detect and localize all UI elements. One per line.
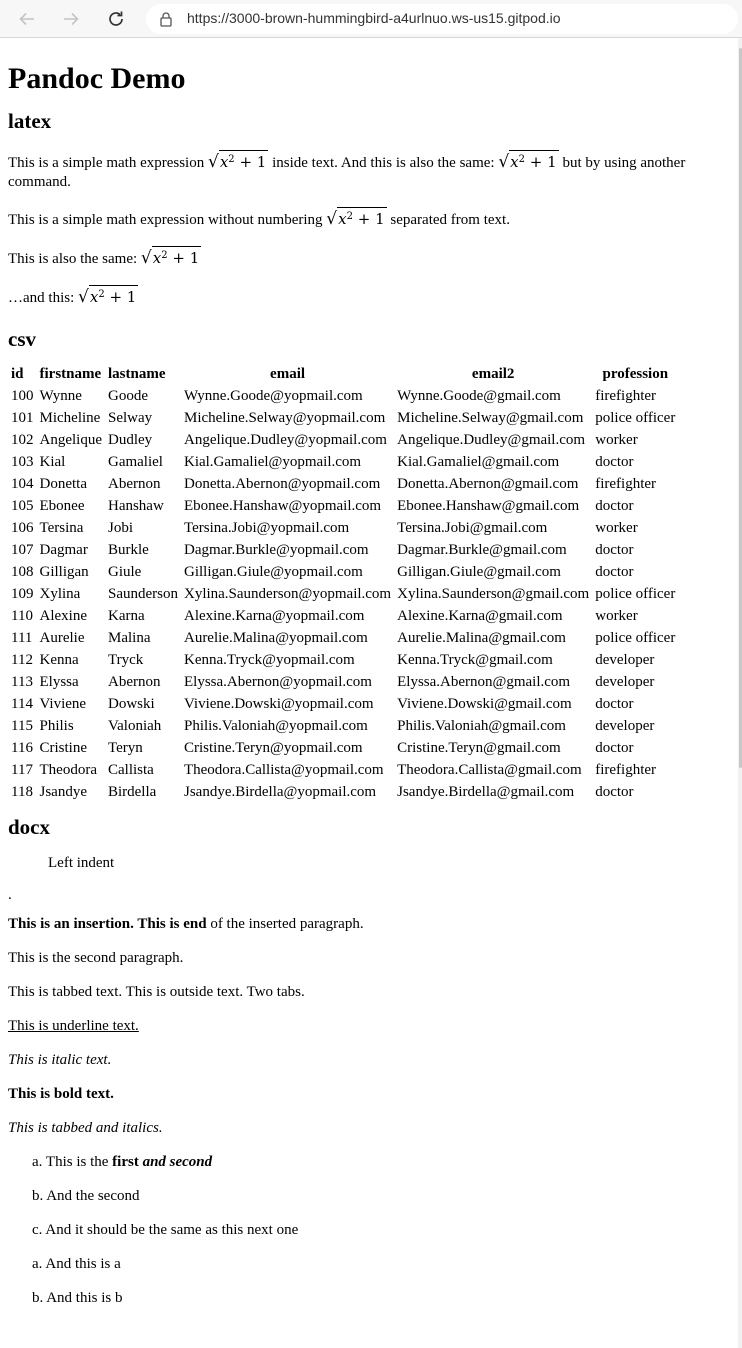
table-cell-profession: doctor xyxy=(595,542,634,558)
table-cell-firstname: Aurelie xyxy=(39,630,85,646)
table-cell-email2: Donetta.Abernon@gmail.com xyxy=(397,476,579,492)
table-cell-firstname: Jsandye xyxy=(39,784,87,800)
table-cell-email: Theodora.Callista@yopmail.com xyxy=(183,762,384,778)
latex-paragraph-1 xyxy=(8,150,736,192)
table-cell-email: Elyssa.Abernon@yopmail.com xyxy=(183,674,372,690)
math-exponent: 2 xyxy=(98,289,105,300)
table-cell-profession: firefighter xyxy=(595,762,657,778)
forward-button[interactable] xyxy=(58,6,84,32)
table-cell-email2: Micheline.Selway@gmail.com xyxy=(397,410,584,426)
math-exponent: 2 xyxy=(346,211,353,222)
text: separated from text. xyxy=(390,212,510,228)
table-cell-profession: police officer xyxy=(595,586,676,602)
left-indent-paragraph: Left indent xyxy=(48,855,115,871)
table-cell-firstname: Philis xyxy=(39,718,74,734)
math-exponent: 2 xyxy=(161,250,168,261)
bold-text: This is an insertion xyxy=(8,916,131,932)
list-marker: c. xyxy=(32,1222,43,1238)
tabbed-italics-paragraph xyxy=(8,1119,736,1138)
table-cell-email: Kial.Gamaliel@yopmail.com xyxy=(183,454,362,470)
url-text: https://3000-brown-hummingbird-a4urlnuo.ws-us15.gitpod.io xyxy=(187,10,561,26)
list-marker: a. xyxy=(32,1256,43,1272)
math-exponent: 2 xyxy=(518,154,526,165)
table-cell-lastname: Hanshaw xyxy=(107,498,164,514)
table-cell-id: 102 xyxy=(11,432,34,448)
table-cell-email: Kenna.Tryck@yopmail.com xyxy=(183,652,355,668)
table-row xyxy=(8,451,678,473)
bold-text: This is end xyxy=(137,916,207,932)
table-row xyxy=(8,561,678,583)
latex-paragraph-4 xyxy=(8,285,736,308)
table-cell-id: 114 xyxy=(11,696,33,712)
table-cell-email2: Gilligan.Giule@gmail.com xyxy=(397,564,561,580)
table-row xyxy=(8,385,678,407)
text: This is a simple math expression xyxy=(8,155,205,171)
table-cell-firstname: Theodora xyxy=(39,762,97,778)
table-cell-lastname: Abernon xyxy=(107,476,161,492)
table-cell-lastname: Gamaliel xyxy=(107,454,163,470)
table-cell-email2: Wynne.Goode@gmail.com xyxy=(397,388,561,404)
text: This is the xyxy=(45,1154,113,1170)
table-cell-email2: Alexine.Karna@gmail.com xyxy=(397,608,563,624)
table-cell-lastname: Valoniah xyxy=(107,718,162,734)
table-cell-email2: Cristine.Teryn@gmail.com xyxy=(397,740,561,756)
table-cell-firstname: Kial xyxy=(39,454,66,470)
table-cell-profession: doctor xyxy=(595,454,634,470)
section-heading-docx: docx xyxy=(8,815,50,839)
table-row xyxy=(8,473,678,495)
column-header: profession xyxy=(602,366,669,382)
table-cell-email2: Aurelie.Malina@gmail.com xyxy=(397,630,566,646)
latex-paragraph-2 xyxy=(8,207,736,230)
list-marker: b. xyxy=(32,1188,44,1204)
table-cell-lastname: Selway xyxy=(107,410,153,426)
table-cell-email: Wynne.Goode@yopmail.com xyxy=(183,388,363,404)
table-cell-email2: Kenna.Tryck@gmail.com xyxy=(397,652,553,668)
table-cell-profession: doctor xyxy=(595,784,634,800)
math-rest: + 1 xyxy=(529,153,557,171)
table-header-row xyxy=(8,363,678,385)
list-item xyxy=(32,1289,736,1308)
table-cell-email2: Theodora.Callista@gmail.com xyxy=(397,762,582,778)
text: …and this: xyxy=(8,290,75,306)
table-row xyxy=(8,539,678,561)
table-cell-lastname: Teryn xyxy=(107,740,143,756)
table-cell-firstname: Alexine xyxy=(39,608,87,624)
insertion-paragraph xyxy=(8,915,736,934)
table-cell-email2: Kial.Gamaliel@gmail.com xyxy=(397,454,560,470)
text: And this is a xyxy=(45,1256,121,1272)
table-cell-email: Philis.Valoniah@yopmail.com xyxy=(183,718,368,734)
table-row xyxy=(8,649,678,671)
table-cell-id: 106 xyxy=(11,520,34,536)
table-cell-id: 100 xyxy=(11,388,34,404)
table-cell-email2: Elyssa.Abernon@gmail.com xyxy=(397,674,571,690)
table-cell-email: Jsandye.Birdella@yopmail.com xyxy=(183,784,377,800)
math-base: x xyxy=(510,153,519,171)
table-cell-lastname: Karna xyxy=(107,608,145,624)
table-cell-firstname: Angelique xyxy=(39,432,102,448)
table-cell-email2: Viviene.Dowski@gmail.com xyxy=(397,696,572,712)
math-base: x xyxy=(152,249,162,267)
math-expression: $√x^2 + 1$ xyxy=(78,287,137,307)
list-item xyxy=(32,1221,736,1240)
table-row xyxy=(8,715,678,737)
table-cell-profession: worker xyxy=(595,432,638,448)
table-cell-lastname: Jobi xyxy=(107,520,133,536)
table-cell-id: 116 xyxy=(11,740,33,756)
table-cell-id: 111 xyxy=(11,630,33,646)
table-cell-id: 115 xyxy=(11,718,33,734)
table-cell-email2: Philis.Valoniah@gmail.com xyxy=(397,718,566,734)
table-cell-profession: doctor xyxy=(595,740,634,756)
math-rest: + 1 xyxy=(172,249,200,267)
math-rest: + 1 xyxy=(109,288,137,306)
table-cell-firstname: Micheline xyxy=(39,410,101,426)
table-cell-id: 110 xyxy=(11,608,33,624)
table-cell-lastname: Burkle xyxy=(107,542,149,558)
page-title: Pandoc Demo xyxy=(8,62,186,95)
table-cell-id: 113 xyxy=(11,674,33,690)
table-cell-firstname: Dagmar xyxy=(39,542,88,558)
bold-italic-text: and second xyxy=(142,1154,213,1170)
second-paragraph: This is the second paragraph. xyxy=(8,950,184,966)
table-cell-firstname: Viviene xyxy=(39,696,87,712)
table-cell-email: Viviene.Dowski@yopmail.com xyxy=(183,696,374,712)
list-marker: b. xyxy=(32,1290,44,1306)
bold-text: This is bold text. xyxy=(8,1086,114,1102)
reload-icon xyxy=(107,10,125,28)
text: inside text. And this is also the same: xyxy=(272,155,495,171)
csv-table xyxy=(8,363,678,803)
table-row xyxy=(8,671,678,693)
address-bar[interactable] xyxy=(146,4,738,34)
text: And this is b xyxy=(46,1290,123,1306)
column-header: email2 xyxy=(471,366,515,382)
table-cell-email2: Xylina.Saunderson@gmail.com xyxy=(397,586,590,602)
text: And it should be the same as this next one xyxy=(45,1222,299,1238)
table-cell-id: 103 xyxy=(11,454,34,470)
table-row xyxy=(8,781,678,803)
table-cell-id: 117 xyxy=(11,762,33,778)
section-heading-csv: csv xyxy=(8,327,36,351)
table-cell-profession: police officer xyxy=(595,410,676,426)
table-cell-profession: police officer xyxy=(595,630,676,646)
table-cell-firstname: Wynne xyxy=(39,388,82,404)
table-cell-email: Dagmar.Burkle@yopmail.com xyxy=(183,542,369,558)
column-header: lastname xyxy=(107,366,166,382)
table-cell-email: Gilligan.Giule@yopmail.com xyxy=(183,564,363,580)
table-cell-lastname: Tryck xyxy=(107,652,144,668)
table-cell-email: Xylina.Saunderson@yopmail.com xyxy=(183,586,392,602)
table-cell-profession: developer xyxy=(595,674,655,690)
table-row xyxy=(8,759,678,781)
table-cell-profession: doctor xyxy=(595,564,634,580)
table-cell-email2: Jsandye.Birdella@gmail.com xyxy=(397,784,575,800)
table-cell-lastname: Saunderson xyxy=(107,586,178,602)
underline-paragraph xyxy=(8,1017,736,1036)
dot-paragraph: . xyxy=(8,887,12,903)
italic-text: This is italic text. xyxy=(8,1052,112,1068)
table-row xyxy=(8,605,678,627)
table-row xyxy=(8,517,678,539)
table-cell-lastname: Dowski xyxy=(107,696,155,712)
table-row xyxy=(8,737,678,759)
table-cell-profession: firefighter xyxy=(595,388,657,404)
table-cell-profession: doctor xyxy=(595,696,634,712)
column-header: firstname xyxy=(39,366,102,382)
table-cell-firstname: Xylina xyxy=(39,586,81,602)
table-cell-id: 105 xyxy=(11,498,34,514)
table-cell-lastname: Dudley xyxy=(107,432,153,448)
table-cell-firstname: Donetta xyxy=(39,476,87,492)
table-cell-email: Cristine.Teryn@yopmail.com xyxy=(183,740,363,756)
text: This is also the same: xyxy=(8,251,138,267)
table-cell-lastname: Goode xyxy=(107,388,148,404)
text: but by using another command. xyxy=(8,155,686,190)
table-cell-id: 101 xyxy=(11,410,34,426)
table-cell-id: 118 xyxy=(11,784,33,800)
text: And the second xyxy=(46,1188,140,1204)
table-row xyxy=(8,429,678,451)
table-cell-id: 107 xyxy=(11,542,34,558)
table-cell-firstname: Gilligan xyxy=(39,564,89,580)
table-cell-id: 104 xyxy=(11,476,34,492)
table-cell-email: Micheline.Selway@yopmail.com xyxy=(183,410,386,426)
math-expression: $√x^2 + 1$ xyxy=(207,152,267,172)
table-cell-profession: developer xyxy=(595,652,655,668)
math-expression: $√x^2 + 1$ xyxy=(498,152,557,172)
list-marker: a. xyxy=(32,1154,43,1170)
table-cell-email: Tersina.Jobi@yopmail.com xyxy=(183,520,350,536)
table-cell-id: 112 xyxy=(11,652,33,668)
math-expression: $√x^2 + 1$ xyxy=(140,248,200,268)
list-item xyxy=(32,1255,736,1274)
table-cell-firstname: Elyssa xyxy=(39,674,79,690)
list-item xyxy=(32,1153,736,1172)
table-row xyxy=(8,627,678,649)
table-cell-email2: Tersina.Jobi@gmail.com xyxy=(397,520,548,536)
ordered-list xyxy=(8,1153,736,1308)
table-row xyxy=(8,693,678,715)
math-base: x xyxy=(219,153,229,171)
bold-paragraph xyxy=(8,1085,736,1104)
forward-arrow-icon xyxy=(62,10,80,28)
underline-text: This is underline text. xyxy=(8,1018,139,1034)
table-row xyxy=(8,495,678,517)
back-button[interactable] xyxy=(14,6,40,32)
math-rest: + 1 xyxy=(357,210,385,228)
column-header: id xyxy=(11,366,24,382)
text: This is a simple math expression without numbering xyxy=(8,212,323,228)
lock-icon xyxy=(158,11,174,27)
list-item xyxy=(32,1187,736,1206)
table-cell-profession: worker xyxy=(595,520,638,536)
reload-button[interactable] xyxy=(103,6,129,32)
text: of the inserted paragraph. xyxy=(206,916,364,932)
table-cell-email: Angelique.Dudley@yopmail.com xyxy=(183,432,387,448)
table-cell-profession: doctor xyxy=(595,498,634,514)
table-cell-profession: firefighter xyxy=(595,476,657,492)
math-base: x xyxy=(89,288,99,306)
table-cell-lastname: Birdella xyxy=(107,784,157,800)
page-content xyxy=(8,38,736,1308)
math-rest: + 1 xyxy=(239,153,267,171)
table-row xyxy=(8,583,678,605)
table-cell-firstname: Ebonee xyxy=(39,498,85,514)
section-heading-latex: latex xyxy=(8,109,52,133)
browser-toolbar xyxy=(0,0,742,38)
table-cell-lastname: Callista xyxy=(107,762,154,778)
table-row xyxy=(8,407,678,429)
table-cell-profession: worker xyxy=(595,608,638,624)
table-cell-firstname: Cristine xyxy=(39,740,87,756)
back-arrow-icon xyxy=(18,10,36,28)
table-cell-profession: developer xyxy=(595,718,655,734)
table-cell-email2: Dagmar.Burkle@gmail.com xyxy=(397,542,567,558)
table-cell-lastname: Abernon xyxy=(107,674,161,690)
latex-paragraph-3 xyxy=(8,246,736,269)
column-header: email xyxy=(270,366,306,382)
table-cell-firstname: Kenna xyxy=(39,652,79,668)
table-cell-email2: Ebonee.Hanshaw@gmail.com xyxy=(397,498,580,514)
tabbed-paragraph: This is tabbed text. This is outside text. Two tabs. xyxy=(8,984,305,1000)
table-cell-email2: Angelique.Dudley@gmail.com xyxy=(397,432,586,448)
table-cell-email: Aurelie.Malina@yopmail.com xyxy=(183,630,368,646)
bold-text: first xyxy=(112,1154,143,1170)
table-cell-id: 108 xyxy=(11,564,34,580)
bold-text: . xyxy=(130,916,138,932)
table-cell-id: 109 xyxy=(11,586,34,602)
italic-paragraph xyxy=(8,1051,736,1070)
math-base: x xyxy=(338,210,347,228)
table-cell-email: Ebonee.Hanshaw@yopmail.com xyxy=(183,498,382,514)
math-exponent: 2 xyxy=(228,154,235,165)
table-cell-email: Alexine.Karna@yopmail.com xyxy=(183,608,365,624)
table-cell-email: Donetta.Abernon@yopmail.com xyxy=(183,476,381,492)
italic-text: This is tabbed and italics. xyxy=(8,1120,163,1136)
table-body xyxy=(8,385,678,803)
table-cell-lastname: Giule xyxy=(107,564,142,580)
table-cell-firstname: Tersina xyxy=(39,520,84,536)
math-expression: $√x^2 + 1$ xyxy=(326,209,385,229)
table-cell-lastname: Malina xyxy=(107,630,151,646)
